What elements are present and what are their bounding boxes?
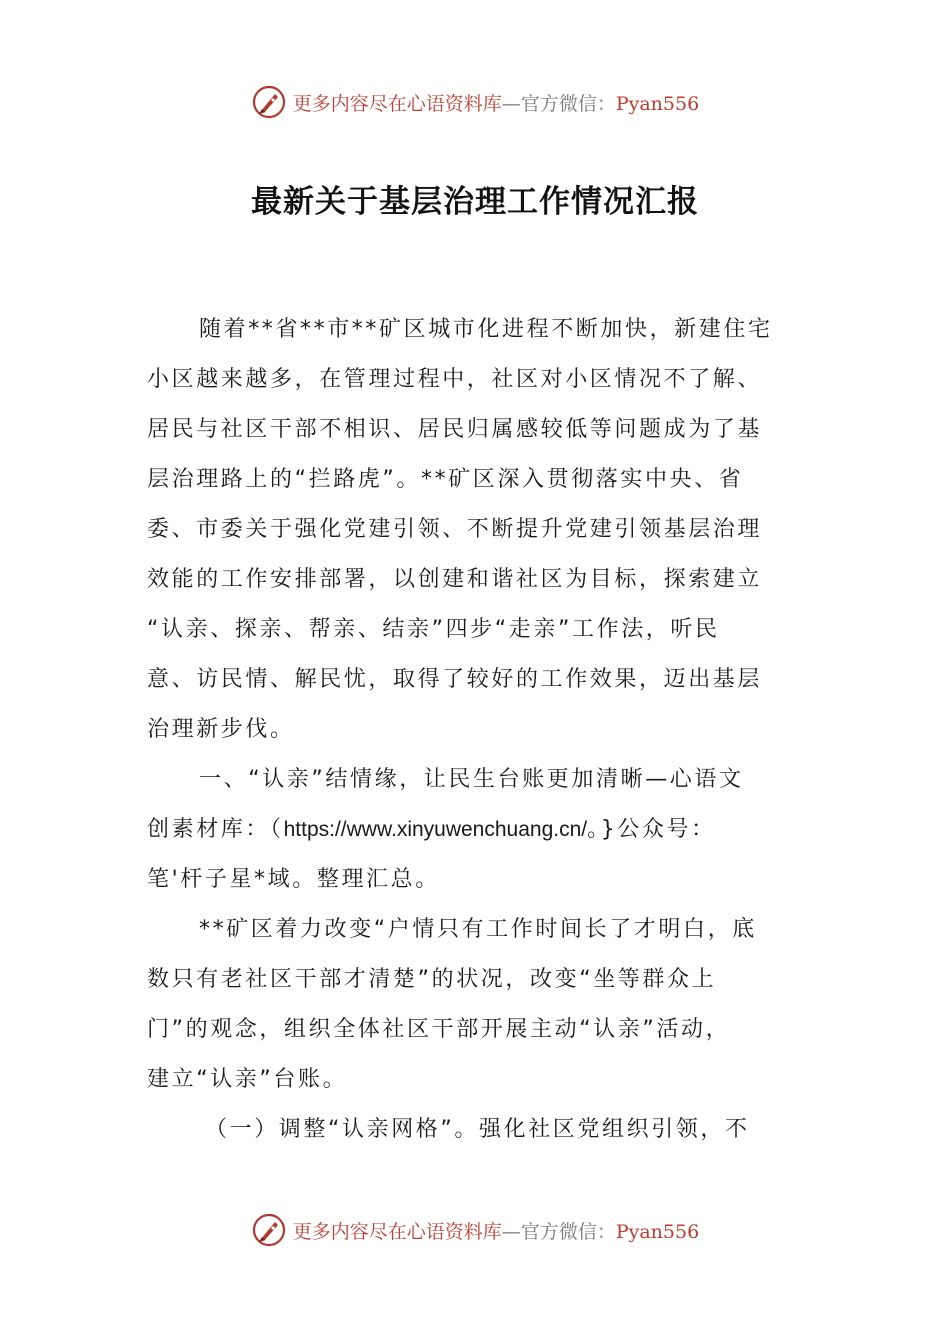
body-line: 层治理路上的“拦路虎”。**矿区深入贯彻落实中央、省: [147, 467, 744, 492]
pen-nib-logo-icon: [251, 84, 287, 120]
body-line: 数只有老社区干部才清楚”的状况，改变“坐等群众上: [147, 967, 717, 992]
body-line: “认亲、探亲、帮亲、结亲”四步“走亲”工作法，听民: [147, 617, 720, 642]
header-banner: [0, 80, 950, 124]
website-link[interactable]: https://www.xinyuwenchuang.cn/: [283, 818, 588, 841]
banner-suffix: 官方微信：: [520, 92, 616, 115]
body-line: 门”的观念，组织全体社区干部开展主动“认亲”活动，: [147, 1017, 731, 1042]
section-heading: 一、“认亲”结情缘，让民生台账更加清晰—心语文: [199, 767, 744, 792]
banner-suffix: 官方微信：: [520, 1220, 616, 1243]
body-line-part: 创素材库：（: [147, 817, 284, 842]
body-line: 建立“认亲”台账。: [147, 1067, 348, 1092]
body-line: 随着**省**市**矿区城市化进程不断加快，新建住宅: [199, 317, 773, 342]
body-line: 小区越来越多，在管理过程中，社区对小区情况不了解、: [147, 367, 763, 392]
banner-text: [293, 89, 699, 116]
banner-dash: —: [501, 1220, 521, 1243]
footer-banner: [0, 1208, 950, 1252]
body-line-with-link: [147, 805, 807, 855]
banner-prefix: 更多内容尽在心语资料库: [292, 92, 502, 115]
body-line: **矿区着力改变“户情只有工作时间长了才明白，底: [199, 917, 757, 942]
banner-wechat: Pyan556: [615, 1220, 700, 1243]
document-body: [147, 305, 807, 1155]
body-line: 委、市委关于强化党建引领、不断提升党建引领基层治理: [147, 517, 763, 542]
banner-text: [293, 1217, 699, 1244]
body-line: 治理新步伐。: [147, 717, 295, 742]
body-line: 意、访民情、解民忧，取得了较好的工作效果，迈出基层: [147, 667, 763, 692]
body-line-part: 。}公众号：: [587, 817, 716, 842]
subsection-heading: （一）调整“认亲网格”。强化社区党组织引领，不: [205, 1117, 750, 1142]
body-line: 笔'杆子星*域。整理汇总。: [147, 867, 440, 892]
body-line: 居民与社区干部不相识、居民归属感较低等问题成为了基: [147, 417, 763, 442]
document-title: 最新关于基层治理工作情况汇报: [251, 184, 699, 220]
banner-dash: —: [501, 92, 521, 115]
body-line: 效能的工作安排部署，以创建和谐社区为目标，探索建立: [147, 567, 763, 592]
banner-prefix: 更多内容尽在心语资料库: [292, 1220, 502, 1243]
banner-wechat: Pyan556: [615, 92, 700, 115]
pen-nib-logo-icon: [251, 1212, 287, 1248]
